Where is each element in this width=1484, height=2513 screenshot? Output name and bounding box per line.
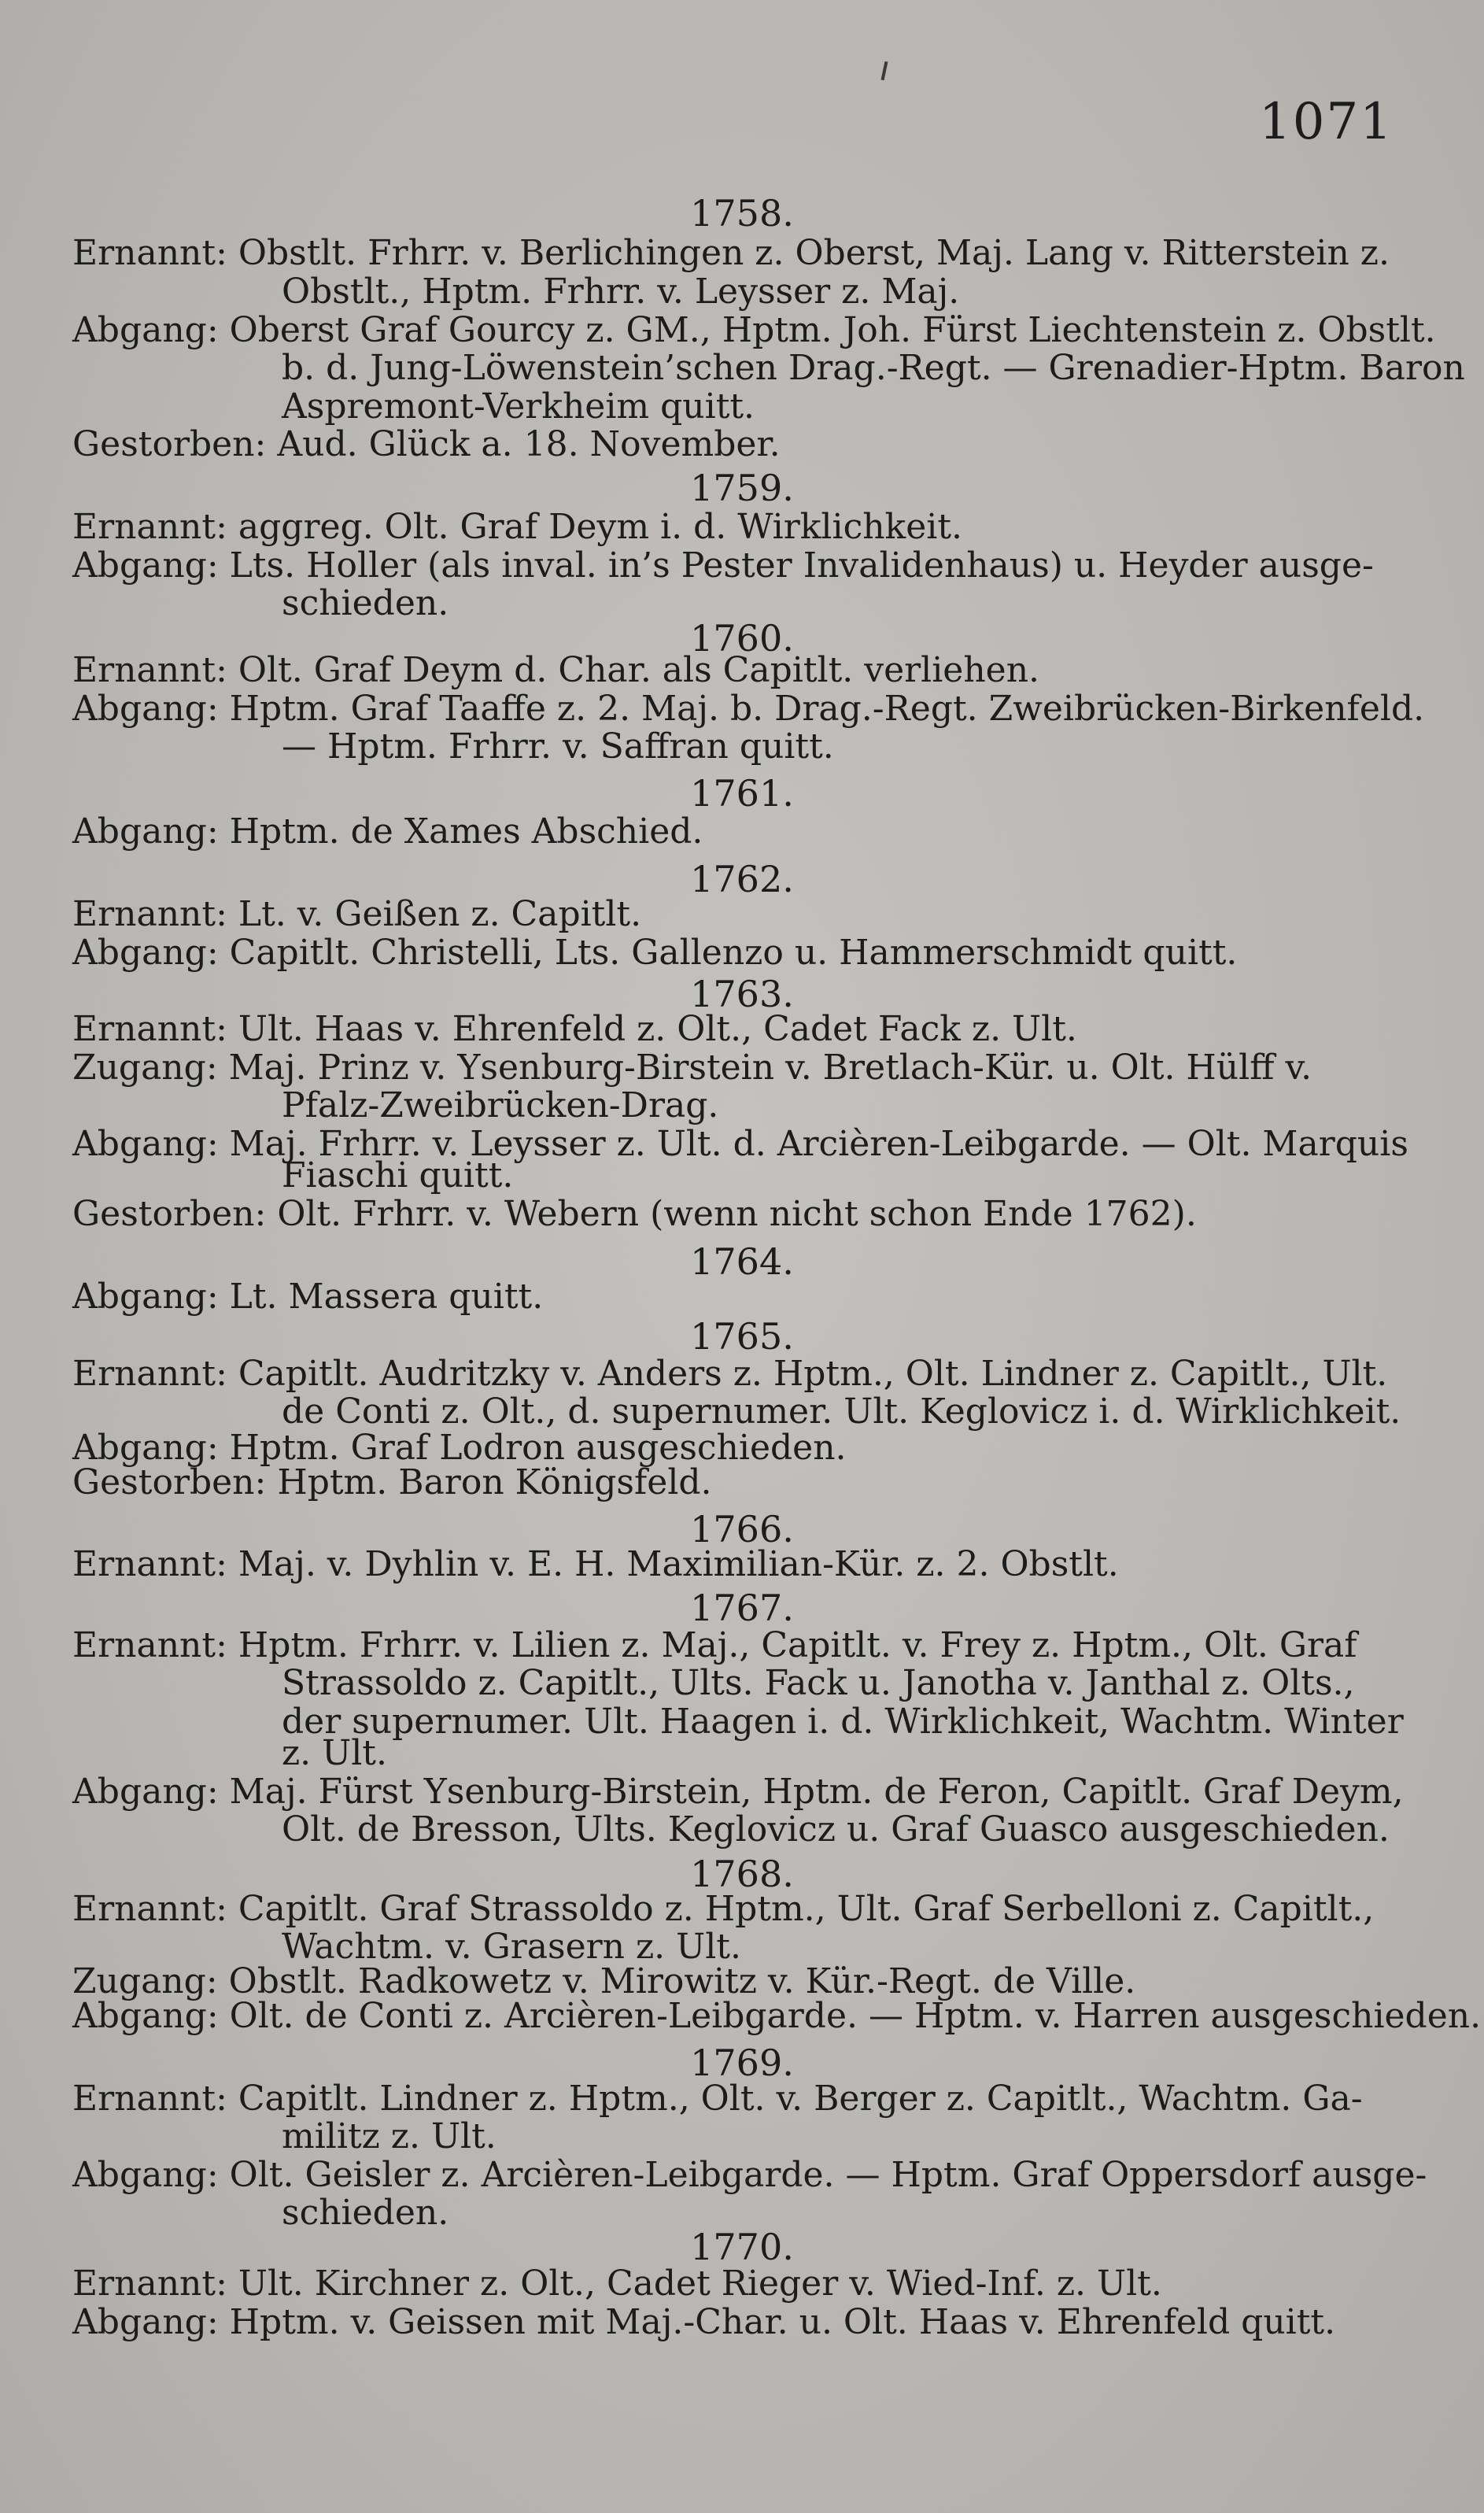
entry-line: der supernumer. Ult. Haagen i. d. Wirklichkeit, Wachtm. Winter: [282, 1702, 1404, 1742]
year-heading-1762: 1762.: [690, 858, 794, 900]
entry-line: Ernannt: Ult. Haas v. Ehrenfeld z. Olt., Cadet Fack z. Ult.: [72, 1009, 1077, 1049]
year-heading-1767: 1767.: [690, 1587, 794, 1629]
entry-line: Ernannt: Hptm. Frhrr. v. Lilien z. Maj., Capitlt. v. Frey z. Hptm., Olt. Graf: [72, 1625, 1357, 1665]
entry-line: Wachtm. v. Grasern z. Ult.: [282, 1927, 741, 1967]
year-heading-1760: 1760.: [690, 617, 794, 660]
entry-line: Abgang: Olt. Geisler z. Arcièren-Leibgarde. — Hptm. Graf Oppersdorf ausge-: [72, 2155, 1427, 2195]
year-heading-1769: 1769.: [690, 2042, 794, 2084]
entry-line: Zugang: Maj. Prinz v. Ysenburg-Birstein v. Bretlach-Kür. u. Olt. Hülff v.: [72, 1048, 1312, 1088]
year-heading-1768: 1768.: [690, 1853, 794, 1895]
entry-line: Ernannt: Capitlt. Audritzky v. Anders z. Hptm., Olt. Lindner z. Capitlt., Ult.: [72, 1354, 1388, 1394]
entry-line: Abgang: Maj. Fürst Ysenburg-Birstein, Hptm. de Feron, Capitlt. Graf Deym,: [72, 1772, 1404, 1812]
entry-line: Aspremont-Verkheim quitt.: [282, 386, 755, 427]
entry-line: schieden.: [282, 583, 449, 623]
entry-line: b. d. Jung-Löwenstein’schen Drag.-Regt. — Grenadier-Hptm. Baron: [282, 348, 1465, 388]
year-heading-1765: 1765.: [690, 1315, 794, 1358]
page-number: 1071: [1259, 93, 1394, 151]
year-heading-1770: 1770.: [690, 2226, 794, 2268]
entry-line: Abgang: Oberst Graf Gourcy z. GM., Hptm. Joh. Fürst Liechtenstein z. Obstlt.: [72, 310, 1436, 350]
year-heading-1764: 1764.: [690, 1240, 794, 1283]
year-heading-1758: 1758.: [690, 192, 794, 235]
year-heading-1759: 1759.: [690, 467, 794, 509]
entry-line: Abgang: Olt. de Conti z. Arcièren-Leibgarde. — Hptm. v. Harren ausgeschieden.: [72, 1996, 1482, 2036]
entry-line: z. Ult.: [282, 1733, 387, 1773]
entry-line: Ernannt: Olt. Graf Deym d. Char. als Capitlt. verliehen.: [72, 650, 1040, 690]
entry-line: Abgang: Lt. Massera quitt.: [72, 1277, 544, 1317]
entry-line: schieden.: [282, 2193, 449, 2233]
entry-line: Zugang: Obstlt. Radkowetz v. Mirowitz v. Kür.-Regt. de Ville.: [72, 1961, 1136, 2001]
entry-line: de Conti z. Olt., d. supernumer. Ult. Keglovicz i. d. Wirklichkeit.: [282, 1391, 1401, 1432]
entry-line: Ernannt: Lt. v. Geißen z. Capitlt.: [72, 894, 642, 934]
year-heading-1766: 1766.: [690, 1508, 794, 1550]
entry-line: Ernannt: Ult. Kirchner z. Olt., Cadet Rieger v. Wied-Inf. z. Ult.: [72, 2264, 1162, 2304]
entry-line: Ernannt: aggreg. Olt. Graf Deym i. d. Wirklichkeit.: [72, 507, 963, 547]
entry-line: Olt. de Bresson, Ults. Keglovicz u. Graf Guasco ausgeschieden.: [282, 1809, 1390, 1850]
entry-line: Abgang: Hptm. de Xames Abschied.: [72, 811, 703, 852]
year-heading-1763: 1763.: [690, 973, 794, 1015]
entry-line: Ernannt: Maj. v. Dyhlin v. E. H. Maximilian-Kür. z. 2. Obstlt.: [72, 1544, 1119, 1584]
entry-line: militz z. Ult.: [282, 2116, 497, 2156]
entry-line: Fiaschi quitt.: [282, 1155, 514, 1196]
entry-line: Gestorben: Hptm. Baron Königsfeld.: [72, 1462, 712, 1502]
year-heading-1761: 1761.: [690, 772, 794, 815]
entry-line: Ernannt: Capitlt. Lindner z. Hptm., Olt. v. Berger z. Capitlt., Wachtm. Ga-: [72, 2079, 1363, 2119]
entry-line: Abgang: Hptm. Graf Taaffe z. 2. Maj. b. Drag.-Regt. Zweibrücken-Birkenfeld.: [72, 689, 1425, 729]
entry-line: Abgang: Hptm. v. Geissen mit Maj.-Char. u. Olt. Haas v. Ehrenfeld quitt.: [72, 2302, 1336, 2342]
entry-line: Obstlt., Hptm. Frhrr. v. Leysser z. Maj.: [282, 272, 960, 312]
entry-line: Gestorben: Olt. Frhrr. v. Webern (wenn nicht schon Ende 1762).: [72, 1194, 1197, 1234]
entry-line: Abgang: Hptm. Graf Lodron ausgeschieden.: [72, 1428, 847, 1468]
entry-line: — Hptm. Frhrr. v. Saffran quitt.: [282, 726, 834, 767]
ink-mark: [881, 61, 888, 80]
entry-line: Abgang: Capitlt. Christelli, Lts. Gallenzo u. Hammerschmidt quitt.: [72, 933, 1238, 973]
entry-line: Gestorben: Aud. Glück a. 18. November.: [72, 424, 781, 464]
entry-line: Strassoldo z. Capitlt., Ults. Fack u. Janotha v. Janthal z. Olts.,: [282, 1663, 1355, 1703]
entry-line: Abgang: Lts. Holler (als inval. in’s Pester Invalidenhaus) u. Heyder ausge-: [72, 545, 1374, 586]
entry-line: Abgang: Maj. Frhrr. v. Leysser z. Ult. d. Arcièren-Leibgarde. — Olt. Marquis: [72, 1124, 1408, 1164]
entry-line: Ernannt: Capitlt. Graf Strassoldo z. Hptm., Ult. Graf Serbelloni z. Capitlt.,: [72, 1889, 1375, 1929]
entry-line: Ernannt: Obstlt. Frhrr. v. Berlichingen z. Oberst, Maj. Lang v. Ritterstein z.: [72, 233, 1390, 273]
entry-line: Pfalz-Zweibrücken-Drag.: [282, 1085, 719, 1125]
